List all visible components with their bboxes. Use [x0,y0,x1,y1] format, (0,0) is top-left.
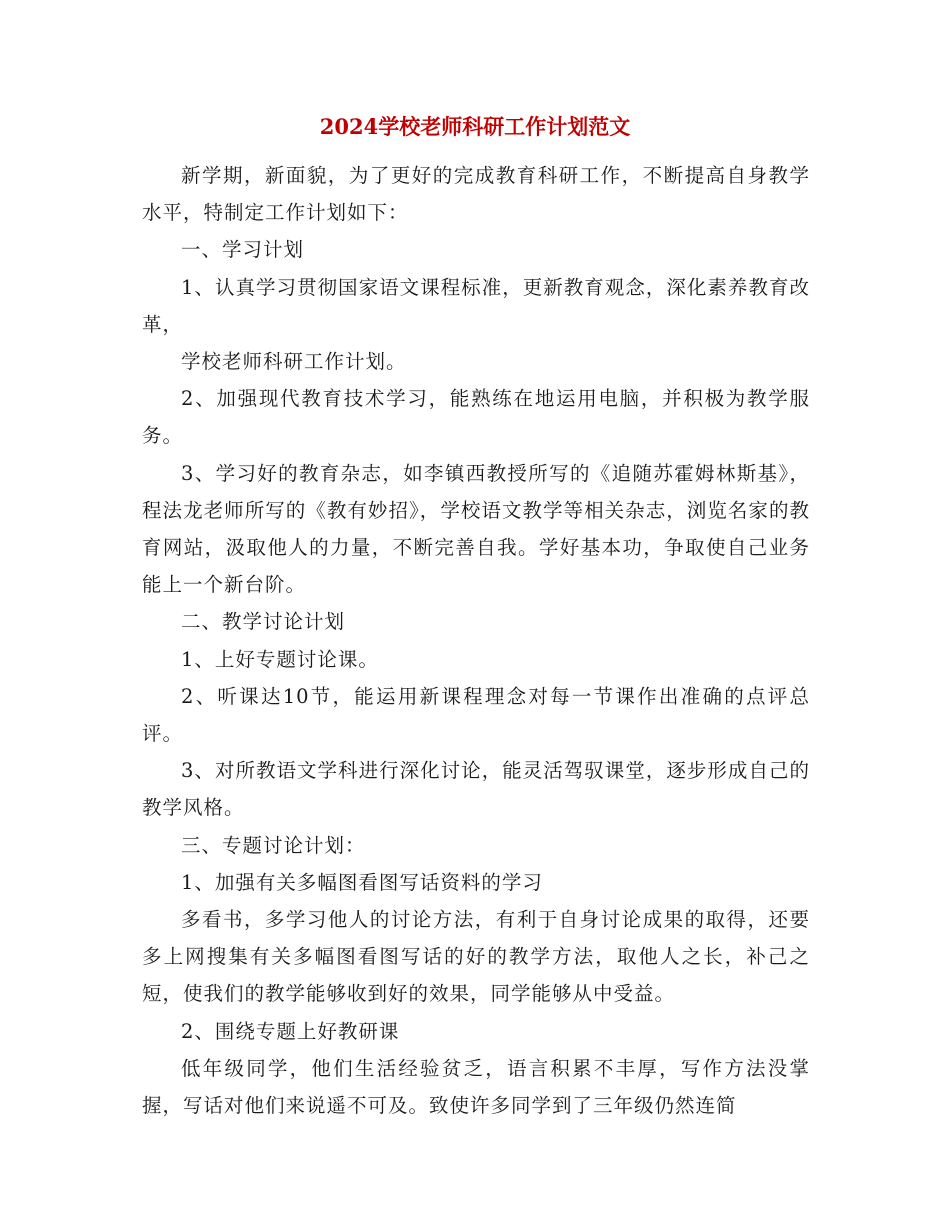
paragraph: 3、对所教语文学科进行深化讨论，能灵活驾驭课堂，逐步形成自己的教学风格。 [142,759,810,820]
document-body [142,157,810,1124]
section-heading: 三、专题讨论计划： [181,833,366,857]
paragraph: 1、加强有关多幅图看图写话资料的学习 [181,870,543,894]
paragraph: 1、认真学习贯彻国家语文课程标准，更新教育观念，深化素养教育改革， [142,275,810,336]
paragraph: 2、围绕专题上好教研课 [181,1019,400,1043]
paragraph: 1、上好专题讨论课。 [181,647,379,671]
section-heading: 一、学习计划 [181,238,305,262]
paragraph: 低年级同学，他们生活经验贫乏，语言积累不丰厚，写作方法没掌握，写话对他们来说遥不可及。致使许多同学到了三年级仍然连简 [142,1056,810,1118]
paragraph: 多看书，多学习他人的讨论方法，有利于自身讨论成果的取得，还要多上网搜集有关多幅图看图写话的好的教学方法，取他人之长，补己之短，使我们的教学能够收到好的效果，同学能够从中受益。 [142,908,810,1006]
paragraph: 新学期，新面貌，为了更好的完成教育科研工作，不断提高自身教学水平，特制定工作计划如下： [142,164,810,225]
paragraph: 2、听课达10节，能运用新课程理念对每一节课作出准确的点评总评。 [142,684,810,746]
paragraph: 2、加强现代教育技术学习，能熟练在地运用电脑，并积极为教学服务。 [142,387,810,448]
section-heading: 二、教学讨论计划 [181,610,346,634]
document-title: 2024学校老师科研工作计划范文 [319,114,631,139]
paragraph: 3、学习好的教育杂志，如李镇西教授所写的《追随苏霍姆林斯基》，程法龙老师所写的《教有妙招》，学校语文教学等相关杂志，浏览名家的教育网站，汲取他人的力量，不断完善自我。学好基本功，争取使自己业务能上一个新台阶。 [142,461,810,597]
paragraph: 学校老师科研工作计划。 [181,350,407,374]
